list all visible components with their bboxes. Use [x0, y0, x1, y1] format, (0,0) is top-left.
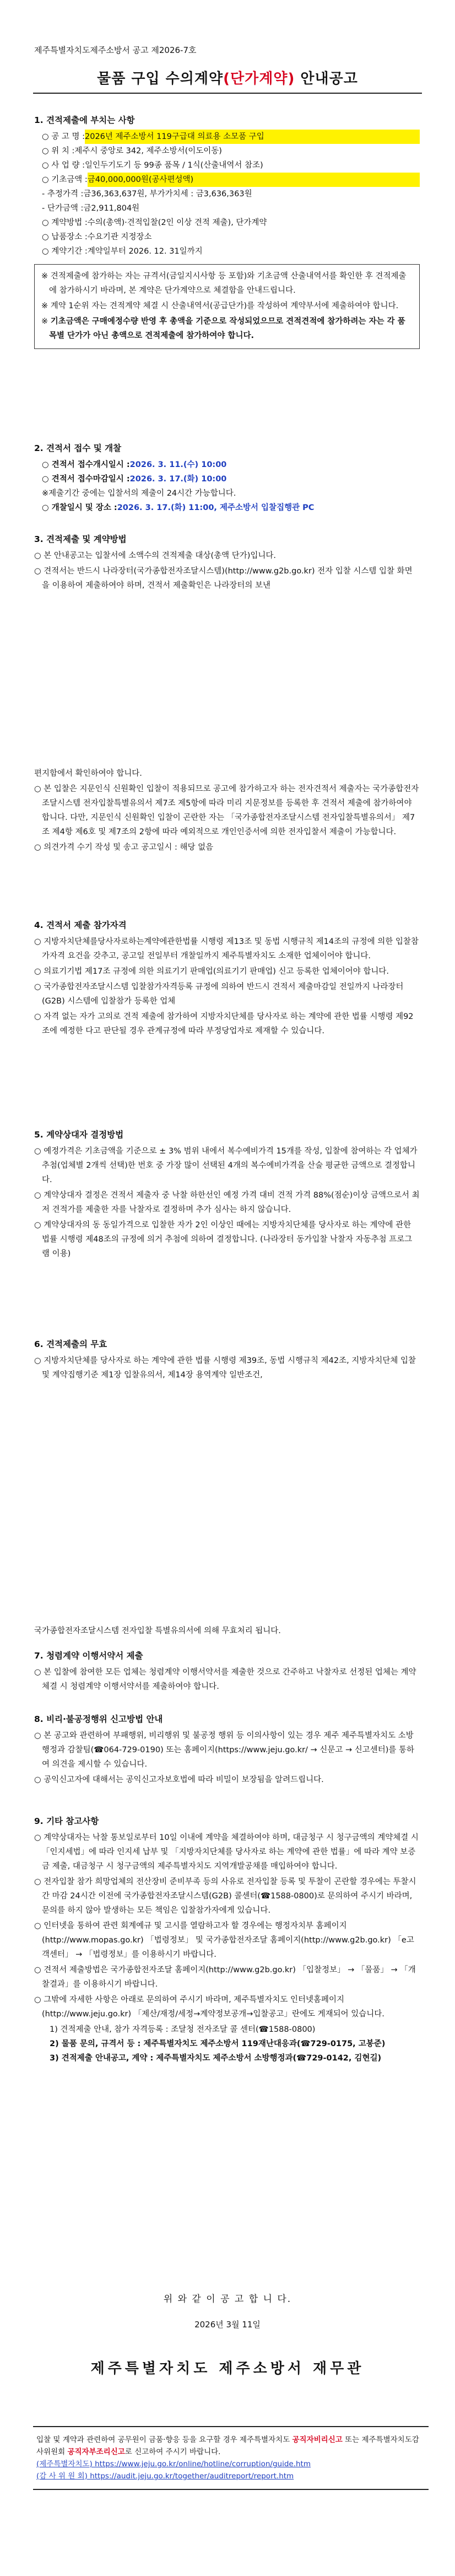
section-6-continued [34, 1624, 420, 1639]
s1-label: ○ 계약방법 : [42, 218, 88, 227]
s5-item: ○ 예정가격은 기초금액을 기준으로 ± 3% 범위 내에서 복수예비가격 15개를 작성, 입찰에 참여하는 각 업체가 추첨(업체별 2개씩 선택)한 번호 중 가장 많이 선택된 4개의 복수예비가격을 산술 평균한 금액으로 결정합니다. [34, 1147, 418, 1184]
s1-box-text-1: 견적제출에 참가하는 자는 규격서(금일지시사항 등 포함)와 기초금액 산출내역서를 확인한 후 견적제출에 참가하시기 바라며, 본 계약은 단가계약으로 체결함을 안내드립니다. [49, 272, 407, 295]
title-divider [33, 93, 422, 94]
section-1 [34, 113, 420, 352]
s2-value: 2026. 3. 17.(화) 10:00 [129, 475, 227, 484]
jeju-report-link[interactable]: (제주특별자치도) https://www.jeju.go.kr/online/hotline/corruption/guide.htm [36, 2460, 311, 2468]
footer-text-a: 입찰 및 계약과 관련하여 공무원이 금품·향응 등을 요구할 경우 제주특별자치도 [36, 2435, 292, 2444]
s5-item: ○ 계약상대자의 동 동일가격으로 입찰한 자가 2인 이상인 때에는 지방자치단체를 당사자로 하는 계약에 관한 법률 시행령 제48조의 규정에 의거 추첨에 의하여 결정합니다. (나라장터 동가입찰 낙찰자 자동추첨 프로그램 이용) [34, 1221, 413, 1258]
s3-paragraph-2: ○ 견적서는 반드시 나라장터(국가종합전자조달시스템)(http://www.g2b.go.kr) 전자 입찰 시스템 입찰 화면을 이용하여 제출하여야 하며, 견적서 제출확인은 나라장터의 보낸 [34, 567, 413, 590]
s1-value: 제주시 중앙로 342, 제주소방서(이도이동) [74, 147, 222, 155]
s1-item [34, 187, 420, 201]
s9-item: ○ 계약상대자는 낙찰 통보일로부터 10일 이내에 계약을 체결하여야 하며, 대금청구 시 청구금액의 계약체결 시 「인지세법」에 따라 인지세 납부 및 「지방자치단체를 당사자로 하는 계약에 관한 법률」에 따라 계약 보증금 제출, 대금청구 시 청구금액의 제주특별자치도 지역개발공채를 매입하여야 합니다. [34, 1833, 419, 1871]
s1-item [34, 216, 420, 230]
footer-text [36, 2434, 425, 2458]
s1-item [34, 230, 420, 244]
s1-item [34, 158, 420, 173]
s1-item [34, 244, 420, 259]
section-1-heading: 1. 견적제출에 부치는 사항 [34, 115, 135, 125]
section-2-heading: 2. 견적서 접수 및 개찰 [34, 443, 122, 453]
s1-label: ○ 공 고 명 : [42, 132, 85, 141]
section-6-heading: 6. 견적제출의 무효 [34, 1339, 107, 1349]
s1-label: ○ 위 치 : [42, 147, 75, 155]
section-8 [34, 1712, 420, 1788]
s1-item [34, 144, 420, 158]
s1-box-text: ※ 기초금액은 구매예정수량 반영 후 총액을 기준으로 작성되었으므로 견적견적에 참가하려는 자는 각 품목별 단가가 아닌 총액으로 견적제출에 참가하여야 합니다. [41, 317, 405, 340]
section-3-heading: 3. 견적제출 및 계약방법 [34, 534, 127, 544]
notice-number: 제주특별자치도제주소방서 공고 제2026-7호 [34, 45, 197, 55]
s1-value: 2026년 제주소방서 119구급대 의료용 소모품 구입 [85, 130, 420, 144]
s9-contact [34, 2037, 420, 2051]
s1-box-text: ※ 견적제출에 참가하는 자는 규격서(금일지시사항 등 포함)와 기초금액 산출내역서를 확인한 후 견적제출에 참가하시기 바라며, 본 계약은 단가계약으로 체결함을 안내드립니다. [41, 272, 407, 295]
s1-value: 금36,363,637원, 부가가치세 : 금3,636,363원 [83, 190, 252, 198]
s1-value: 계약일부터 2026. 12. 31일까지 [87, 247, 203, 256]
s2-item [34, 458, 420, 472]
anti-corruption-notice [33, 2426, 429, 2490]
s1-label: - 추정가격 : [42, 190, 84, 198]
footer-text-e: 로 신고하여 주시기 바랍니다. [124, 2448, 221, 2456]
s5-item: ○ 계약상대자 결정은 견적서 제출자 중 낙찰 하한선인 예정 가격 대비 견적 가격 88%(점순)이상 금액으로서 최저 견적가를 제출한 자를 낙찰자로 결정하며 추가 심사는 하지 않습니다. [34, 1191, 420, 1214]
s2-value: 2026. 3. 17.(화) 11:00, 제주소방서 입찰집행관 PC [117, 503, 315, 512]
s1-label: - 단가금액 : [42, 204, 84, 213]
footer-text-c: 또는 제주특별자치도감사위원회 [36, 2435, 419, 2456]
s2-label: ○ 견적서 접수마감일시 : [42, 475, 130, 484]
footer-highlight-2: 공직자부조리신고 [67, 2448, 125, 2456]
s3-paragraph-1: ○ 본 안내공고는 입찰서에 소액수의 견적제출 대상(총액 단가)입니다. [34, 551, 277, 560]
section-3 [34, 532, 420, 594]
section-8-heading: 8. 비리·불공정행위 신고방법 안내 [34, 1714, 163, 1724]
s8-item: ○ 본 공고와 관련하여 부패행위, 비리행위 및 불공정 행위 등 이의사항이 있는 경우 제주 제주특별자치도 소방행정과 감찰팀(☎064-729-0190) 또는 홈페이지(https://www.jeju.go.kr/ → 신문고 → 신고센터)를 통하여 의견을 제시할 수 있습니다. [34, 1731, 415, 1769]
section-7-heading: 7. 청렴계약 이행서약서 제출 [34, 1651, 143, 1661]
title-main: 물품 구입 수의계약 [97, 71, 224, 87]
s4-item: ○ 자격 없는 자가 고의로 견적 제출에 참가하여 지방자치단체를 당사자로 하는 계약에 관한 법률 시행령 제92조에 예정한 다고 판단될 경우 관계규정에 따라 부정당업자로 제재할 수 있습니다. [34, 1012, 414, 1035]
s2-item [34, 501, 420, 515]
s9-item: ○ 견적서 제출방법은 국가종합전자조달 홈페이지(http://www.g2b.go.kr) 「입찰정보」 → 「물품」 → 「개찰결과」를 이용하시기 바랍니다. [34, 1966, 416, 1989]
s2-value: 2026. 3. 11.(수) 10:00 [129, 460, 227, 469]
notice-date: 2026년 3월 11일 [194, 2320, 261, 2330]
s3-paragraph-5: ○ 의견가격 수기 작성 및 송고 공고일시 : 해당 없음 [34, 843, 214, 852]
section-3-continued [34, 766, 420, 856]
s1-notice-box [34, 264, 420, 349]
s2-item [34, 472, 420, 486]
s1-item [34, 201, 420, 216]
s2-item [34, 486, 420, 501]
s3-paragraph-4: ○ 본 입찰은 지문인식 신원확인 입찰이 적용되므로 공고에 참가하고자 하는 전자견적서 제출자는 국가종합전자조달시스템 전자입찰특별유의서 제7조 제5항에 따라 미리 지문정보를 등록한 후 견적서 제출에 참가하여야 합니다. 다만, 지문인식 신원확인 입찰이 곤란한 자는 「국가종합전자조달시스템 전자입찰특별유의서」 제7조 제4항 제6호 및 제7조의 2항에 따라 예외적으로 개인인증서에 의한 전자입찰서 제출이 가능합니다. [34, 785, 419, 836]
page-title [0, 67, 455, 88]
s7-item: ○ 본 입찰에 참여한 모든 업체는 청렴계약 이행서약서를 제출한 것으로 간주하고 낙찰자로 선정된 업체는 계약 체결 시 청렴계약 이행서약서를 제출하여야 합니다. [34, 1668, 416, 1691]
section-2 [34, 441, 420, 515]
section-4-heading: 4. 견적서 제출 참가자격 [34, 920, 127, 930]
s9-item: ○ 인터넷을 통하여 관련 회계예규 및 고시를 열람하고자 할 경우에는 행정자치부 홈페이지(http://www.mopas.go.kr) 「법령정보」 및 국가종합전자조달 홈페이지(http://www.g2b.go.kr) 「e고객센터」 → 「법령정보」를 이용하시기 바랍니다. [34, 1922, 414, 1959]
s1-box-text-3: 기초금액은 구매예정수량 반영 후 총액을 기준으로 작성되었으므로 견적견적에 참가하려는 자는 각 품목별 단가가 아닌 총액으로 견적제출에 참가하여야 합니다. [49, 317, 405, 340]
s4-item: ○ 지방자치단체를당사자로하는계약에관한법률 시행령 제13조 및 동법 시행규칙 제14조의 규정에 의한 입찰참가자격 요건을 갖추고, 공고일 전일부터 개찰일까지 제주특별자치도 소재한 업체이어야 합니다. [34, 937, 419, 960]
s1-value: 금40,000,000원(공사편성액) [88, 173, 420, 187]
s2-label: ○ 견적서 접수개시일시 : [42, 460, 130, 469]
s1-item [34, 130, 420, 144]
s1-label: ○ 기초금액 : [42, 175, 88, 184]
s1-value: 금2,911,804원 [83, 204, 140, 213]
s1-value: 수의(총액)·견적입찰(2인 이상 견적 제출), 단가계약 [87, 218, 267, 227]
s1-box-text-2: 계약 1순위 자는 견적계약 체결 시 산출내역서(공급단가)를 작성하여 계약부서에 제출하여야 합니다. [50, 302, 399, 310]
s9-contact [34, 2051, 420, 2065]
section-4 [34, 918, 420, 1039]
s9-contact-2: 2) 물품 문의, 규격서 등 : 제주특별자치도 제주소방서 119재난대응과(☎729-0175, 고봉준) [50, 2040, 386, 2048]
footer-highlight-1: 공직자비리신고 [292, 2435, 343, 2444]
title-paren: (단가계약) [223, 71, 295, 87]
section-5-heading: 5. 계약상대자 결정방법 [34, 1130, 124, 1140]
s9-contact: 1) 견적제출 안내, 참가 자격등록 : 조달청 전자조달 콜 센터(☎1588-0800) [50, 2025, 316, 2034]
s2-value: 제출기간 중에는 입찰서의 제출이 24시간 가능합니다. [48, 489, 236, 498]
s3-paragraph-3: 편지함에서 확인하여야 합니다. [34, 769, 142, 778]
s1-item [34, 173, 420, 187]
section-7 [34, 1649, 420, 1695]
closing-statement: 위 와 같 이 공 고 합 니 다. [163, 2294, 292, 2305]
s1-value: 일인두기도기 등 99종 품목 / 1식(산출내역서 참조) [85, 161, 263, 170]
s2-label: ○ 개찰일시 및 장소 : [42, 503, 117, 512]
s9-item: ○ 전자입찰 참가 희망업체의 전산장비 준비부족 등의 사유로 전자입찰 등록 및 투찰이 곤란할 경우에는 투찰시간 마감 24시간 이전에 국가종합전자조달시스템(G2B) 콜센터(☎1588-0800)로 문의하여 주시기 바라며, 문의를 하지 않아 발생하는 모든 책임은 입찰참가자에게 있습니다. [34, 1877, 416, 1915]
s9-contact-3: 3) 견적제출 안내공고, 계약 : 제주특별자치도 제주소방서 소방행정과(☎729-0142, 김현길) [50, 2054, 382, 2063]
section-9 [34, 1814, 420, 2065]
issuing-authority: 제주특별자치도 제주소방서 재무관 [90, 2360, 365, 2377]
s1-label: ○ 계약기간 : [42, 247, 88, 256]
s1-label: ○ 납품장소 : [42, 233, 88, 242]
section-6 [34, 1337, 420, 1383]
s1-label: ○ 사 업 량 : [42, 161, 85, 170]
section-9-heading: 9. 기타 참고사항 [34, 1816, 99, 1826]
s4-item: ○ 의료기기법 제17조 규정에 의한 의료기기 판매업(의료기기 판매업) 신고 등록한 업체이어야 합니다. [34, 967, 389, 976]
section-5 [34, 1128, 420, 1262]
s1-box-text: ※ 계약 1순위 자는 견적계약 체결 시 산출내역서(공급단가)를 작성하여 계약부서에 제출하여야 합니다. [41, 302, 399, 310]
s2-label: ※ [42, 489, 49, 498]
s8-item: ○ 공익신고자에 대해서는 공익신고자보호법에 따라 비밀이 보장됨을 알려드립니다. [34, 1775, 324, 1784]
audit-report-link[interactable]: (감 사 위 원 회) https://audit.jeju.go.kr/together/auditreport/report.htm [36, 2472, 294, 2481]
s9-item: ○ 그밖에 자세한 사항은 아래로 문의하여 주시기 바라며, 제주특별자치도 인터넷홈페이지(http://www.jeju.go.kr) 「제산/재정/세정→계약정보공개→입찰공고」란에도 게재되어 있습니다. [34, 1995, 384, 2019]
s6-item: 국가종합전자조달시스템 전자입찰 특별유의서에 의해 무효처리 됩니다. [34, 1627, 281, 1635]
s6-item: ○ 지방자치단체를 당사자로 하는 계약에 관한 법률 시행령 제39조, 동법 시행규칙 제42조, 지방자치단체 입찰 및 계약집행기준 제1장 입찰유의서, 제14장 용역계약 일반조건, [34, 1356, 416, 1380]
s4-item: ○ 국가종합전자조달시스템 입찰참가자격등록 규정에 의하여 반드시 견적서 제출마감일 전일까지 나라장터(G2B) 시스템에 입찰참가 등록한 업체 [34, 983, 404, 1006]
s1-value: 수요기관 지정장소 [87, 233, 152, 242]
title-tail: 안내공고 [295, 71, 358, 87]
